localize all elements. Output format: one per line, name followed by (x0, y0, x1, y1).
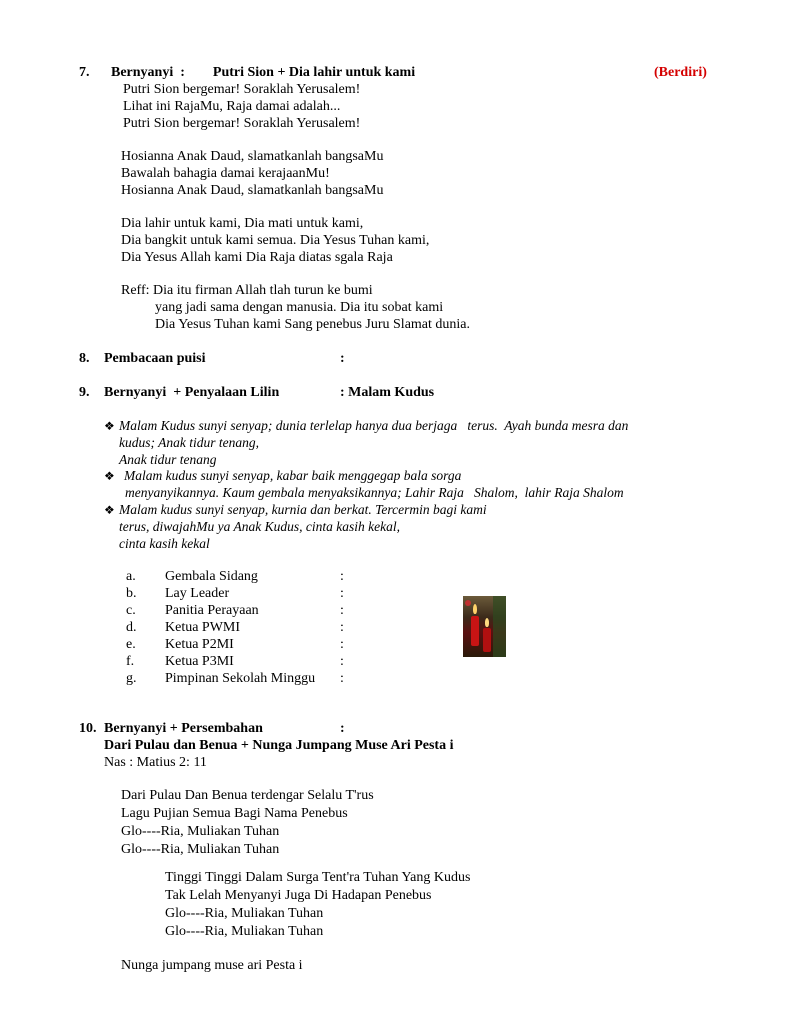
list-item-colon: : (340, 671, 344, 686)
list-item-colon: : (340, 637, 344, 652)
s10-v1-line3: Glo----Ria, Muliakan Tuhan (121, 824, 280, 839)
s10-v2-line3: Glo----Ria, Muliakan Tuhan (165, 906, 324, 921)
s10-v1-line1: Dari Pulau Dan Benua terdengar Selalu T'rus (121, 788, 374, 803)
s9-b3-line3: cinta kasih kekal (119, 536, 210, 551)
s10-v2-line1: Tinggi Tinggi Dalam Surga Tent'ra Tuhan Yang Kudus (165, 870, 471, 885)
list-item-letter: f. (126, 654, 135, 669)
s7-v1-line1: Putri Sion bergemar! Soraklah Yerusalem! (123, 82, 361, 97)
section-10-title: Bernyanyi + Persembahan (104, 721, 263, 736)
section-7-number: 7. (79, 65, 90, 80)
s9-b2-line1: Malam kudus sunyi senyap, kabar baik menggegap bala sorga (124, 468, 462, 483)
bullet-icon: ❖ (104, 503, 115, 517)
s9-b3-line1: Malam kudus sunyi senyap, kurnia dan berkat. Tercermin bagi kami (119, 502, 487, 517)
section-9-title: Bernyanyi + Penyalaan Lilin (104, 385, 280, 400)
section-7-title: Bernyanyi : Putri Sion + Dia lahir untuk kami (111, 65, 416, 80)
list-item-label: Panitia Perayaan (165, 603, 259, 618)
candle-image (463, 596, 506, 657)
s9-b3-line2: terus, diwajahMu ya Anak Kudus, cinta kasih kekal, (119, 519, 400, 534)
list-item-letter: a. (126, 569, 136, 584)
list-item-colon: : (340, 620, 344, 635)
list-item-letter: b. (126, 586, 137, 601)
list-item-letter: d. (126, 620, 137, 635)
s9-b2-line2: menyanyikannya. Kaum gembala menyaksikannya; Lahir Raja Shalom, lahir Raja Shalom (125, 485, 624, 500)
section-8-colon: : (340, 351, 345, 366)
list-item-colon: : (340, 586, 344, 601)
s7-v3-line1: Dia lahir untuk kami, Dia mati untuk kami, (121, 216, 364, 231)
s7-v2-line1: Hosianna Anak Daud, slamatkanlah bangsaMu (121, 149, 384, 164)
s7-reff-line3: Dia Yesus Tuhan kami Sang penebus Juru Slamat dunia. (155, 317, 470, 332)
list-item-colon: : (340, 603, 344, 618)
bullet-icon: ❖ (104, 419, 115, 433)
list-item-letter: e. (126, 637, 136, 652)
list-item-letter: c. (126, 603, 136, 618)
bullet-icon: ❖ (104, 469, 115, 483)
s7-v1-line2: Lihat ini RajaMu, Raja damai adalah... (123, 99, 341, 114)
list-item-label: Ketua P2MI (165, 637, 234, 652)
s10-v1-line2: Lagu Pujian Semua Bagi Nama Penebus (121, 806, 348, 821)
s9-b1-line2: kudus; Anak tidur tenang, (119, 435, 259, 450)
list-item-label: Ketua PWMI (165, 620, 241, 635)
s7-reff-line1: Reff: Dia itu firman Allah tlah turun ke bumi (121, 283, 373, 298)
section-8-title: Pembacaan puisi (104, 351, 206, 366)
list-item-label: Pimpinan Sekolah Minggu (165, 671, 316, 686)
section-8-number: 8. (79, 351, 90, 366)
s7-v2-line2: Bawalah bahagia damai kerajaanMu! (121, 166, 330, 181)
s9-b1-line1: Malam Kudus sunyi senyap; dunia terlelap hanya dua berjaga terus. Ayah bunda mesra dan (119, 418, 629, 433)
list-item-label: Ketua P3MI (165, 654, 234, 669)
list-item-label: Gembala Sidang (165, 569, 258, 584)
s10-v2-line4: Glo----Ria, Muliakan Tuhan (165, 924, 324, 939)
list-item-colon: : (340, 569, 344, 584)
section-9-song: : Malam Kudus (340, 385, 435, 400)
section-10-subtitle: Dari Pulau dan Benua + Nunga Jumpang Muse Ari Pesta i (104, 738, 454, 753)
s7-v2-line3: Hosianna Anak Daud, slamatkanlah bangsaMu (121, 183, 384, 198)
list-item-letter: g. (126, 671, 137, 686)
list-item-colon: : (340, 654, 344, 669)
section-10-colon: : (340, 721, 345, 736)
s10-v1-line4: Glo----Ria, Muliakan Tuhan (121, 842, 280, 857)
list-item-label: Lay Leader (165, 586, 230, 601)
s10-v2-line2: Tak Lelah Menyanyi Juga Di Hadapan Penebus (165, 888, 432, 903)
section-7-note: (Berdiri) (654, 65, 707, 80)
s7-v1-line3: Putri Sion bergemar! Soraklah Yerusalem! (123, 116, 361, 131)
s7-v3-line2: Dia bangkit untuk kami semua. Dia Yesus Tuhan kami, (121, 233, 430, 248)
s9-b1-line3: Anak tidur tenang (119, 452, 217, 467)
s7-v3-line3: Dia Yesus Allah kami Dia Raja diatas sgala Raja (121, 250, 393, 265)
section-9-number: 9. (79, 385, 90, 400)
section-10-number: 10. (79, 721, 97, 736)
section-10-nas: Nas : Matius 2: 11 (104, 755, 207, 770)
s10-last-line: Nunga jumpang muse ari Pesta i (121, 958, 303, 973)
s7-reff-line2: yang jadi sama dengan manusia. Dia itu sobat kami (155, 300, 444, 315)
